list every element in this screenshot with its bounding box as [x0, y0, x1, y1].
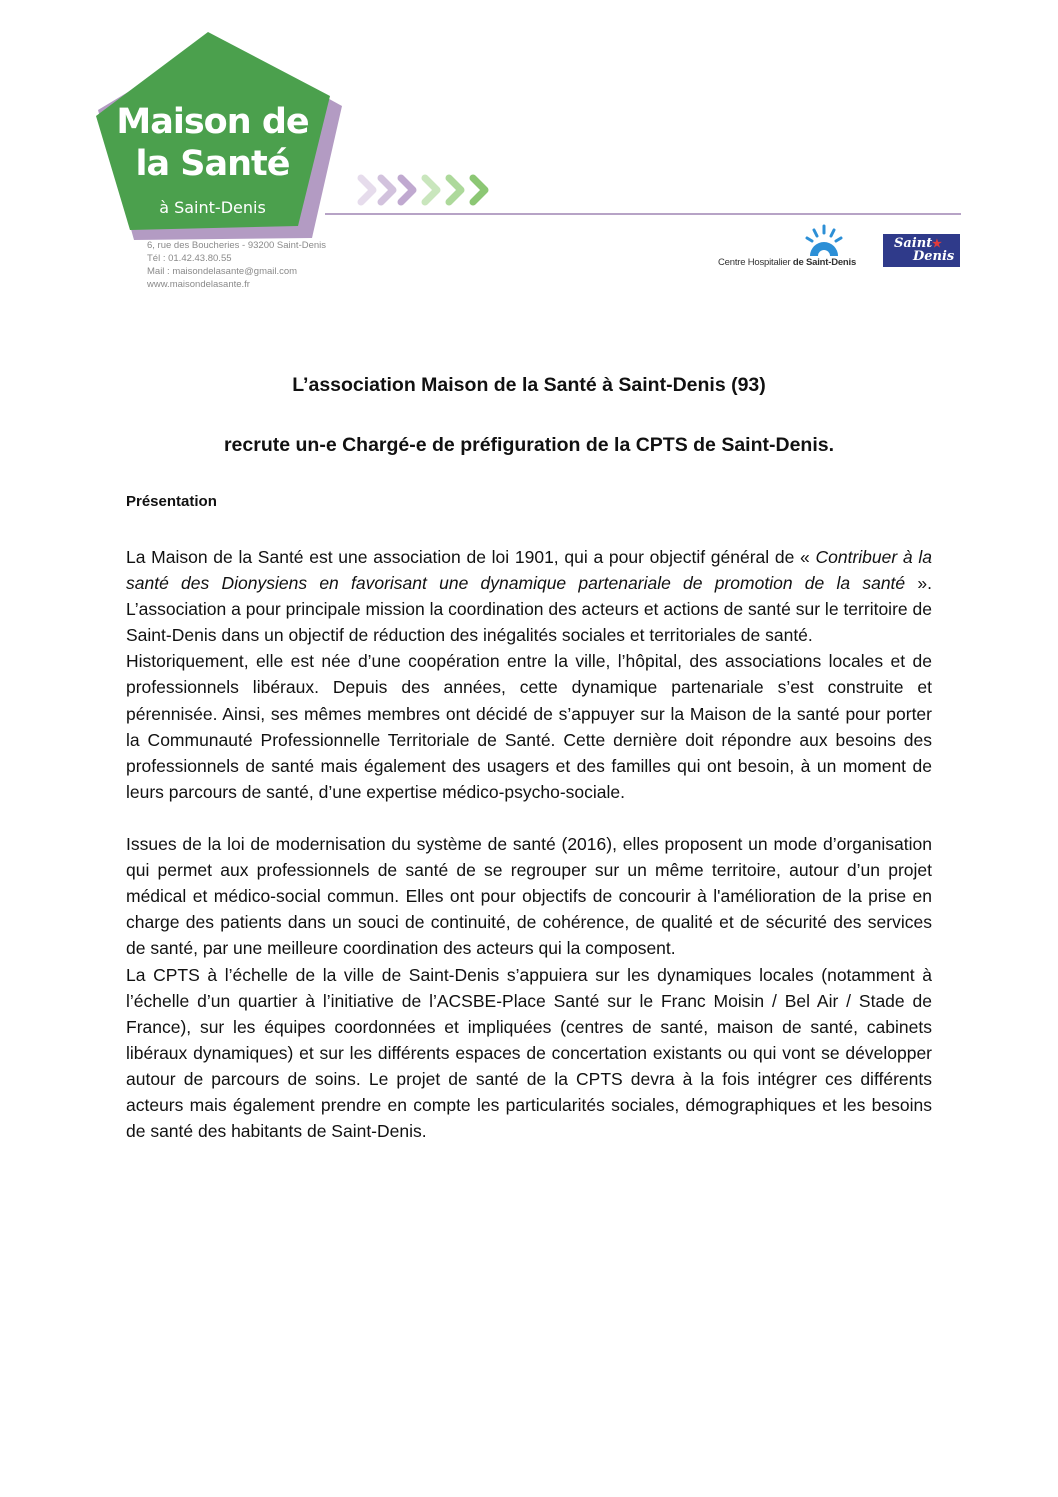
maison-sante-logo — [90, 30, 350, 250]
logo-title-line1: Maison de — [116, 102, 309, 142]
logo-subtitle: à Saint-Denis — [159, 198, 266, 217]
paragraph-1-tail: ». L’association a pour principale mission la coordination des acteurs et actions de santé sur le territoire de Saint-Denis dans un objectif de réduction des inégalités sociales et territoriales de santé. — [126, 573, 932, 646]
saint-denis-logo — [883, 234, 960, 267]
hospital-logo — [718, 224, 868, 270]
document-subtitle: recrute un-e Chargé-e de préfiguration de la CPTS de Saint-Denis. — [223, 434, 835, 456]
hospital-name — [718, 257, 856, 268]
hospital-name-prefix: Centre Hospitalier — [718, 257, 793, 268]
logo-title-line2: la Santé — [135, 144, 290, 184]
city-logo-line1: Saint — [894, 236, 933, 251]
hospital-name-bold: de Saint-Denis — [792, 257, 857, 268]
chevron-arrows-icon — [355, 170, 495, 210]
contact-website: www.maisondelasante.fr — [147, 279, 250, 290]
contact-phone: Tél : 01.42.43.80.55 — [147, 253, 232, 264]
document-title: L’association Maison de la Santé à Saint-Denis (93) — [292, 374, 766, 396]
paragraph-3: Issues de la loi de modernisation du système de santé (2016), elles proposent un mode d’organisation qui permet aux professionnels de santé de se regrouper sur un même territoire, autour d’un projet médical et médico-social commun. Elles ont pour objectifs de concourir à l'amélioration de la prise en charge des patients dans un souci de continuité, de cohérence, de qualité et de sécurité des services de santé, par une meilleure coordination des acteurs qui la composent. — [126, 834, 932, 959]
paragraph-1-lead: La Maison de la Santé est une association de loi 1901, qui a pour objectif général de « — [126, 547, 816, 567]
header-divider — [325, 213, 961, 215]
paragraph-1 — [126, 544, 932, 648]
paragraph-1-quote: Contribuer à la santé des Dionysiens en favorisant une dynamique partenariale de promotion de la santé — [126, 547, 932, 594]
star-icon: ★ — [932, 237, 942, 250]
sun-icon — [718, 224, 868, 258]
contact-address: 6, rue des Boucheries - 93200 Saint-Denis — [147, 240, 327, 251]
city-logo-line2: Denis — [913, 249, 955, 264]
section-body — [126, 544, 932, 1144]
paragraph-2: Historiquement, elle est née d’une coopération entre la ville, l’hôpital, des associations locales et de professionnels libéraux. Depuis des années, cette dynamique partenariale s’est construite et pérennisée. Ainsi, ses mêmes membres ont décidé de s’appuyer sur la Maison de la santé pour porter la Communauté Professionnelle Territoriale de Santé. Cette dernière doit répondre aux besoins des professionnels de santé mais également des usagers et des familles qui ont besoin, à un moment de leurs parcours de santé, d’une expertise médico-psycho-sociale. — [126, 651, 932, 802]
contact-email: Mail : maisondelasante@gmail.com — [147, 266, 298, 277]
contact-block — [147, 239, 326, 291]
paragraph-4: La CPTS à l’échelle de la ville de Saint-Denis s’appuiera sur les dynamiques locales (notamment à l’échelle d’un quartier à l’initiative de l’ACSBE-Place Santé sur le Franc Moisin / Bel Air / Stade de France), sur les équipes coordonnées et impliquées (centres de santé, maison de santé, cabinets libéraux dynamiques) et sur les différents espaces de concertation existants ou qui vont se développer autour de parcours de soins. Le projet de santé de la CPTS devra à la fois intégrer ces différents acteurs mais également prendre en compte les particularités sociales, démographiques et les besoins de santé des habitants de Saint-Denis. — [126, 964, 932, 1142]
section-heading: Présentation — [126, 493, 217, 510]
